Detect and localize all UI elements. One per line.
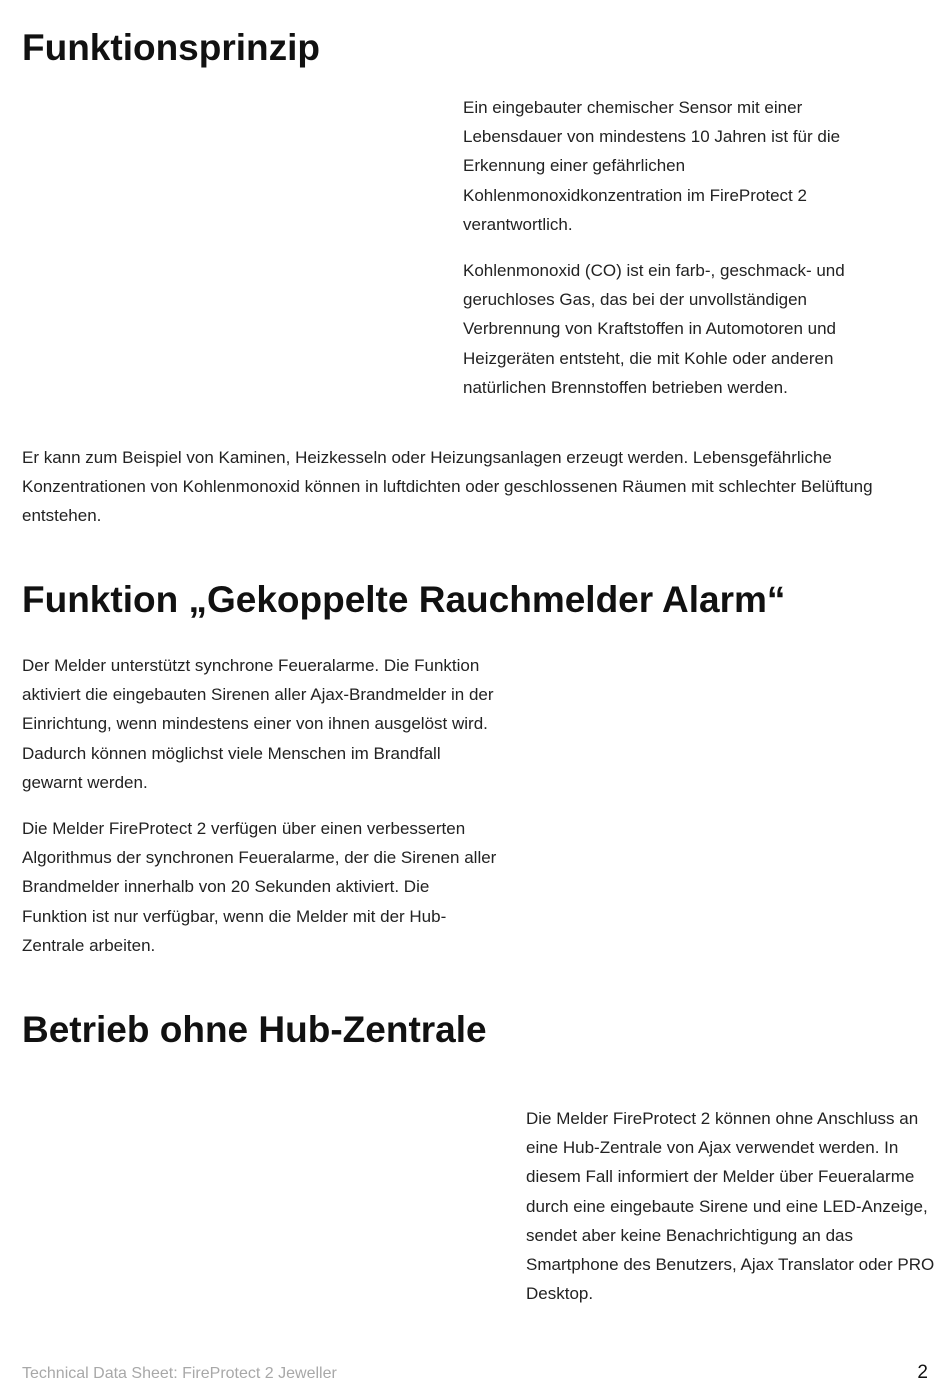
funktionsprinzip-full-width-text [22, 443, 902, 531]
funktionsprinzip-text-column [463, 93, 883, 402]
section-title-betrieb-ohne-hub: Betrieb ohne Hub-Zentrale [22, 1009, 487, 1050]
paragraph: Die Melder FireProtect 2 können ohne Anschluss an eine Hub-Zentrale von Ajax verwendet werden. In diesem Fall informiert der Melder über Feueralarme durch eine eingebaute Sirene und eine LED-Anzeige, sendet aber keine Benachrichtigung an das Smartphone des Benutzers, Ajax Translator oder PRO Desktop. [526, 1109, 935, 1304]
section-title-gekoppelte-rauchmelder-alarm: Funktion „Gekoppelte Rauchmelder Alarm“ [22, 579, 786, 620]
footer-document-title: Technical Data Sheet: FireProtect 2 Jeweller [22, 1365, 337, 1382]
paragraph: Er kann zum Beispiel von Kaminen, Heizkesseln oder Heizungsanlagen erzeugt werden. Lebensgefährliche Konzentrationen von Kohlenmonoxid können in luftdichten oder geschlossenen Räumen mit schlechter Belüftung entstehen. [22, 448, 873, 526]
paragraph: Kohlenmonoxid (CO) ist ein farb-, geschmack- und geruchloses Gas, das bei der unvollständigen Verbrennung von Kraftstoffen in Automotoren und Heizgeräten entsteht, die mit Kohle oder anderen natürlichen Brennstoffen betrieben werden. [463, 261, 845, 397]
footer-page-number: 2 [917, 1362, 928, 1383]
betrieb-ohne-hub-text-column [526, 1104, 941, 1308]
paragraph: Der Melder unterstützt synchrone Feueralarme. Die Funktion aktiviert die eingebauten Sirenen aller Ajax-Brandmelder in der Einrichtung, wenn mindestens einer von ihnen ausgelöst wird. Dadurch können möglichst viele Menschen im Brandfall gewarnt werden. [22, 656, 494, 792]
paragraph: Die Melder FireProtect 2 verfügen über einen verbesserten Algorithmus der synchronen Feueralarme, der die Sirenen aller Brandmelder innerhalb von 20 Sekunden aktiviert. Die Funktion ist nur verfügbar, wenn die Melder mit der Hub-Zentrale arbeiten. [22, 819, 497, 955]
gekoppelte-alarm-text-column [22, 651, 497, 960]
paragraph: Ein eingebauter chemischer Sensor mit einer Lebensdauer von mindestens 10 Jahren ist für die Erkennung einer gefährlichen Kohlenmonoxidkonzentration im FireProtect 2 verantwortlich. [463, 98, 841, 234]
section-title-funktionsprinzip: Funktionsprinzip [22, 27, 321, 68]
